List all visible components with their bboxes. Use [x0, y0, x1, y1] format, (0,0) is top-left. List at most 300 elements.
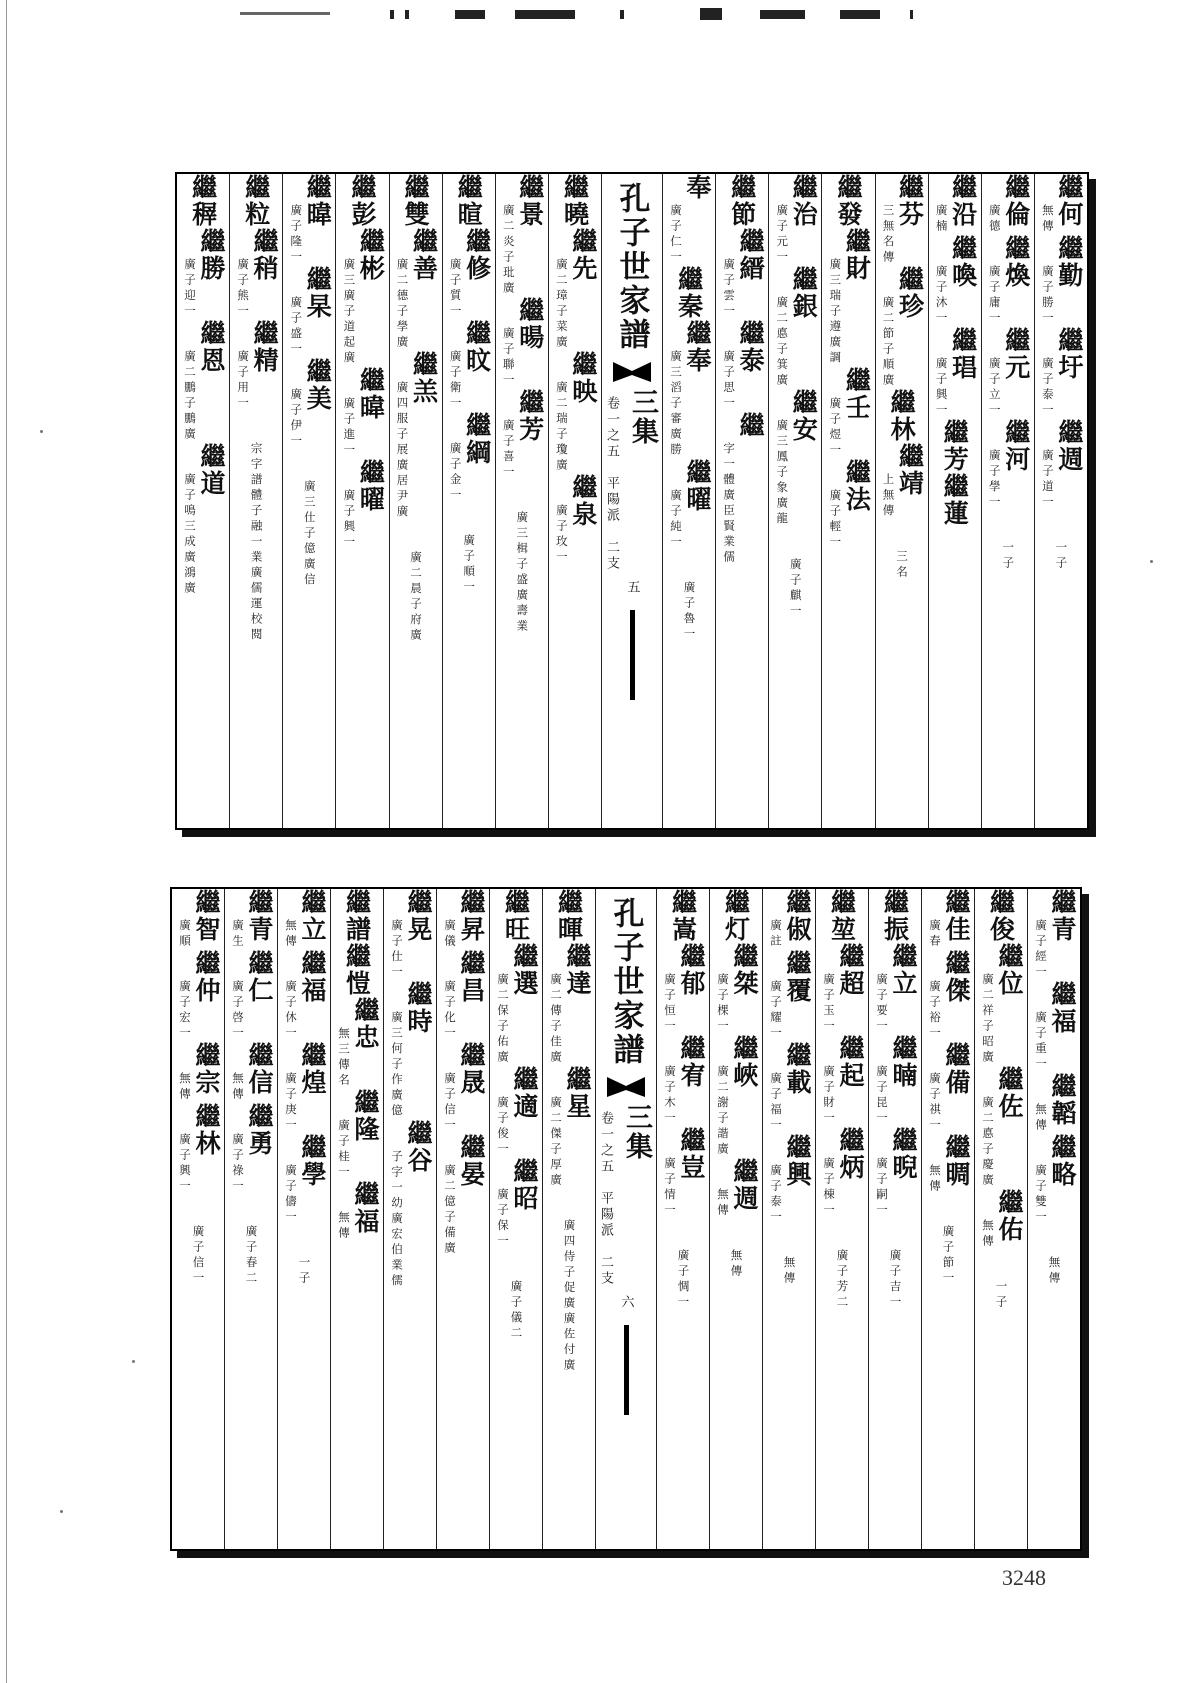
genealogy-entry: [986, 889, 1016, 943]
member-note: 廣子學一: [987, 449, 1002, 511]
scan-speck: [1150, 560, 1153, 563]
member-name: 繼起: [835, 1035, 865, 1089]
member-name: 奉: [683, 174, 713, 201]
genealogy-entry: [768, 950, 810, 1042]
member-note: 廣子熊一: [236, 258, 251, 320]
column-tail-note: 廣四侍子促廣廣佐付廣: [562, 1219, 577, 1374]
genealogy-entry: [827, 889, 857, 943]
member-note: 廣子泰一: [768, 1164, 783, 1226]
member-note: 上無傳: [881, 473, 896, 520]
member-note: 廣子啓一: [230, 980, 245, 1042]
member-name: 繼仁: [244, 950, 274, 1004]
member-note: 無傳: [177, 1072, 192, 1103]
member-name: 繼晲: [888, 1127, 918, 1181]
member-name: 繼信: [244, 1042, 274, 1096]
member-note: 廣子雲一: [722, 258, 737, 320]
genealogy-entry: [881, 266, 923, 389]
member-name: 繼雙: [401, 174, 431, 228]
genealogy-entry: [389, 1120, 431, 1290]
member-note: 廣二傳子佳廣: [548, 973, 563, 1066]
member-name: 繼旺: [501, 889, 531, 943]
member-name: 繼法: [842, 458, 872, 513]
member-name: 繼曉: [560, 174, 590, 228]
member-name: 繼適: [509, 1066, 539, 1120]
member-name: 繼炳: [835, 1127, 865, 1181]
column-tail-note: 廣二晨子府廣: [409, 550, 424, 644]
column-tail-note: 廣子儀二: [509, 1280, 524, 1342]
genealogy-entry: [342, 889, 372, 943]
genealogy-entry: [768, 889, 810, 950]
member-name: 繼銀: [789, 266, 819, 320]
genealogy-entry: [927, 1134, 969, 1195]
genealogy-entry: [1040, 327, 1082, 419]
column-tail-note: 廣子惆一: [676, 1249, 691, 1311]
genealogy-column: [224, 889, 277, 1549]
genealogy-entry: [389, 889, 431, 981]
genealogy-entry: [283, 950, 325, 1042]
member-name: 繼曜: [356, 458, 386, 513]
genealogy-entry: [548, 1066, 590, 1189]
genealogy-entry: [715, 1035, 757, 1158]
genealogy-entry: [874, 1127, 916, 1219]
genealogy-column: [330, 889, 383, 1549]
member-name: 繼縉: [736, 228, 766, 282]
genealogy-column: [981, 174, 1034, 828]
member-note: 廣二節子順廣: [881, 296, 896, 389]
member-note: 廣子化一: [442, 980, 457, 1042]
genealogy-entry: [662, 943, 704, 1035]
member-note: 廣子昆一: [874, 1065, 889, 1127]
member-note: 廣子迎一: [183, 258, 198, 320]
genealogy-entry: [987, 419, 1029, 511]
genealogy-entry: [721, 228, 766, 320]
member-name: 繼芳: [940, 419, 970, 473]
member-name: 繼青: [244, 889, 274, 943]
genealogy-column: [436, 889, 489, 1549]
genealogy-entry: [940, 419, 970, 473]
genealogy-entry: [177, 950, 219, 1042]
genealogy-column: [548, 174, 601, 828]
member-note: 廣子盛一: [289, 296, 304, 358]
member-note: 廣子重一: [1033, 1011, 1048, 1073]
genealogy-entry: [662, 1035, 704, 1127]
member-name: 繼勇: [244, 1103, 274, 1157]
genealogy-entry: [1033, 889, 1075, 981]
genealogy-entry: [821, 1127, 863, 1219]
book-title: 孔子世家譜: [607, 897, 644, 1067]
genealogy-column: [172, 889, 224, 1549]
member-note: 廣子隆一: [289, 204, 304, 266]
genealogy-column: [389, 174, 442, 828]
genealogy-column: [709, 889, 762, 1549]
column-tail-note: 無傳: [729, 1249, 744, 1280]
member-note: 無傳: [715, 1188, 730, 1219]
genealogy-column: [335, 174, 388, 828]
member-name: 繼載: [782, 1042, 812, 1096]
member-note: 廣三瑞子遵廣調: [828, 258, 843, 367]
member-name: 繼稺: [188, 174, 218, 228]
genealogy-entry: [774, 174, 819, 266]
genealogy-entry: [395, 351, 437, 521]
member-note: 無傳: [1033, 1103, 1048, 1134]
member-name: 繼達: [562, 943, 592, 997]
genealogy-entry: [674, 266, 704, 320]
genealogy-entry: [827, 366, 872, 459]
member-name: 繼宗: [191, 1042, 221, 1096]
genealogy-entry: [448, 412, 490, 504]
genealogy-entry: [501, 174, 543, 297]
genealogy-entry: [442, 950, 484, 1042]
genealogy-entry: [881, 174, 923, 266]
member-name: 繼圩: [1054, 327, 1084, 381]
member-note: 三無名傳: [881, 204, 896, 266]
book-title: 孔子世家譜: [613, 182, 650, 352]
genealogy-entry: [1033, 1134, 1075, 1226]
genealogy-entry: [668, 174, 713, 266]
genealogy-entry: [1040, 174, 1082, 235]
genealogy-entry: [668, 320, 713, 459]
member-note: 廣子木一: [662, 1065, 677, 1127]
column-tail-note: 廣子麒一: [788, 557, 803, 620]
member-name: 繼勤: [1054, 235, 1084, 289]
column-tail-note: 廣子春二: [244, 1225, 259, 1287]
column-tail-note: 一子: [1054, 541, 1069, 572]
member-note: 廣子質一: [448, 258, 463, 320]
genealogy-entry: [987, 327, 1029, 419]
genealogy-entry: [235, 320, 280, 412]
member-name: 繼靖: [895, 443, 925, 497]
genealogy-entry: [454, 174, 484, 228]
member-name: 繼泉: [568, 474, 598, 528]
genealogy-column: [542, 889, 595, 1549]
genealogy-entry: [554, 474, 596, 566]
member-name: 繼何: [1054, 174, 1084, 228]
member-note: 廣子伊一: [289, 388, 304, 450]
member-name: 繼仲: [191, 950, 221, 1004]
member-name: 繼郁: [676, 943, 706, 997]
genealogy-entry: [501, 889, 531, 943]
genealogy-entry: [721, 412, 766, 566]
member-name: 繼景: [515, 174, 545, 228]
member-note: 廣二億子備廣: [442, 1164, 457, 1257]
member-name: 繼星: [562, 1066, 592, 1120]
genealogy-entry: [668, 889, 698, 943]
member-note: 廣三何子作廣億: [389, 1011, 404, 1120]
member-note: 廣子元一: [775, 204, 790, 266]
genealogy-entry: [395, 228, 437, 351]
genealogy-entry: [768, 1134, 810, 1226]
member-name: 繼煌: [297, 1042, 327, 1096]
member-name: 繼青: [1047, 889, 1077, 943]
genealogy-entry: [833, 174, 863, 228]
member-name: 繼芬: [895, 174, 925, 228]
member-name: 繼蓮: [940, 473, 970, 527]
genealogy-column: [921, 889, 974, 1549]
column-tail-note: 廣子節一: [941, 1225, 956, 1287]
genealogy-entry: [336, 1089, 378, 1181]
genealogy-entry: [874, 1035, 916, 1127]
member-name: 繼忠: [350, 997, 380, 1051]
genealogy-entry: [448, 228, 490, 320]
member-note: 廣春: [927, 919, 942, 950]
member-name: 繼沿: [948, 174, 978, 228]
member-name: 繼嵩: [668, 889, 698, 943]
genealogy-entry: [927, 950, 969, 1042]
genealogy-entry: [495, 1066, 537, 1158]
member-name: 繼桀: [729, 943, 759, 997]
genealogy-entry: [182, 443, 227, 597]
member-name: 繼綱: [462, 412, 492, 466]
member-note: 廣子進一: [342, 396, 357, 459]
genealogy-entry: [501, 389, 543, 481]
member-name: 繼秦: [674, 266, 704, 320]
volume-label: 三集: [621, 1103, 652, 1161]
member-note: 廣子煜一: [828, 396, 843, 459]
member-note: 廣子沐一: [934, 265, 949, 327]
genealogy-entry: [389, 981, 431, 1120]
genealogy-column: [768, 174, 821, 828]
member-note: 廣子祺一: [927, 1072, 942, 1134]
member-note: 廣子雙一: [1033, 1164, 1048, 1226]
member-note: 廣二傑子厚廣: [548, 1096, 563, 1189]
member-note: 廣生: [230, 919, 245, 950]
member-name: 繼堃: [827, 889, 857, 943]
member-name: 繼佳: [941, 889, 971, 943]
genealogy-entry: [980, 943, 1022, 1066]
genealogy-column: [1027, 889, 1080, 1549]
member-name: 繼珍: [895, 266, 925, 320]
member-note: 廣子仕一: [389, 919, 404, 981]
member-note: 廣二謝子諧廣: [715, 1065, 730, 1158]
member-name: 繼昭: [509, 1158, 539, 1212]
page-left-edge: [6, 0, 7, 1683]
member-name: 繼元: [1001, 327, 1031, 381]
member-name: 繼稍: [250, 228, 280, 282]
member-name: 繼羔: [409, 351, 439, 405]
member-name: 繼安: [789, 389, 819, 443]
genealogy-entry: [934, 174, 976, 235]
member-note: 廣子玉一: [821, 973, 836, 1035]
member-note: 廣楠: [934, 204, 949, 235]
member-name: 繼暐: [356, 366, 386, 421]
genealogy-entry: [341, 366, 386, 459]
member-note: 廣子思一: [722, 350, 737, 412]
genealogy-entry: [177, 1042, 219, 1103]
genealogy-entry: [283, 1134, 325, 1226]
fish-tail-mark: [613, 362, 651, 382]
genealogy-entry: [442, 889, 484, 950]
genealogy-column: [974, 889, 1027, 1549]
volume-block: [602, 388, 662, 572]
member-note: 廣二保子佑廣: [495, 973, 510, 1066]
member-note: 字一體廣臣賢業儒: [722, 442, 737, 566]
member-name: 繼杲: [303, 266, 333, 320]
member-name: 繼暉: [554, 889, 584, 943]
member-name: 繼河: [1001, 419, 1031, 473]
member-note: 廣子財一: [821, 1065, 836, 1127]
genealogy-entry: [554, 889, 584, 943]
member-note: 廣二祥子昭廣: [980, 973, 995, 1066]
member-name: 繼週: [729, 1158, 759, 1212]
member-note: 廣三廣子道起廣: [342, 258, 357, 367]
genealogy-entry: [347, 174, 377, 228]
member-note: 廣子泰一: [1040, 357, 1055, 419]
member-note: 廣儀: [442, 919, 457, 950]
member-name: 繼智: [191, 889, 221, 943]
genealogy-entry: [662, 1127, 704, 1219]
member-note: 廣子經一: [1033, 919, 1048, 981]
member-name: 繼發: [833, 174, 863, 228]
member-note: 無傳: [1040, 204, 1055, 235]
leaf-number: 五: [624, 580, 640, 596]
member-note: 廣子俊一: [495, 1096, 510, 1158]
genealogy-column: [715, 174, 768, 828]
member-name: 繼振: [880, 889, 910, 943]
member-note: 無傳: [980, 1219, 995, 1250]
member-note: 廣子玫一: [554, 504, 569, 566]
member-name: 繼恩: [197, 320, 227, 374]
member-name: 繼彭: [347, 174, 377, 228]
genealogy-entry: [283, 889, 325, 950]
genealogy-entry: [940, 473, 970, 527]
member-note: 廣子福一: [768, 1072, 783, 1134]
member-note: 廣二炎子玭廣: [501, 204, 516, 297]
column-tail-note: 廣子吉一: [888, 1249, 903, 1311]
center-rule: [624, 1325, 629, 1415]
volume-label: 三集: [627, 388, 658, 446]
member-note: 無傳: [927, 1164, 942, 1195]
genealogy-entry: [727, 174, 757, 228]
genealogy-entry: [230, 889, 272, 950]
genealogy-column: [928, 174, 981, 828]
member-name: 繼選: [509, 943, 539, 997]
member-name: 繼琩: [948, 327, 978, 381]
genealogy-entry: [980, 1189, 1022, 1250]
column-tail-note: 廣三仕子億廣信: [302, 480, 317, 589]
genealogy-entry: [235, 228, 280, 320]
member-name: 繼彬: [356, 228, 386, 282]
genealogy-entry: [715, 1158, 757, 1219]
genealogy-entry: [288, 174, 333, 266]
member-name: 繼俶: [782, 889, 812, 943]
genealogy-entry: [336, 997, 378, 1089]
member-name: 繼傑: [941, 950, 971, 1004]
genealogy-entry: [401, 174, 431, 228]
member-note: 廣二璋子菜廣: [554, 258, 569, 351]
genealogy-entry: [1033, 1073, 1075, 1134]
volume-block: [596, 1103, 656, 1287]
member-name: 繼隆: [350, 1089, 380, 1143]
genealogy-entry: [881, 443, 923, 520]
column-tail-note: 宗字譜體子融一業廣儒運校閱: [249, 442, 264, 644]
member-note: 廣子休一: [283, 980, 298, 1042]
member-note: 無傳: [283, 919, 298, 950]
column-tail-note: 廣子魯一: [682, 580, 697, 643]
member-note: 廣子興一: [342, 488, 357, 551]
genealogy-entry: [774, 266, 819, 389]
member-name: 繼學: [297, 1134, 327, 1188]
member-name: 繼週: [1054, 419, 1084, 473]
genealogy-entry: [442, 1134, 484, 1257]
member-note: 廣子祿一: [230, 1133, 245, 1195]
member-note: 廣子輕一: [828, 488, 843, 551]
member-name: 繼超: [835, 943, 865, 997]
member-name: 繼谷: [403, 1119, 433, 1174]
genealogy-entry: [715, 943, 757, 1035]
genealogy-entry: [927, 1042, 969, 1134]
member-note: 廣子金一: [448, 442, 463, 504]
genealogy-entry: [887, 389, 917, 443]
column-tail-note: 廣子芳二: [835, 1249, 850, 1311]
genealogy-entry: [1040, 419, 1082, 511]
member-note: 廣子裕一: [927, 980, 942, 1042]
member-note: 廣子保一: [495, 1188, 510, 1250]
member-note: 廣子興一: [934, 357, 949, 419]
member-name: 繼略: [1047, 1134, 1077, 1188]
member-note: 廣德: [987, 204, 1002, 235]
member-name: 繼: [736, 412, 766, 439]
genealogy-column: [1034, 174, 1087, 828]
column-tail-note: 一子: [297, 1256, 312, 1287]
member-note: 廣四服子展廣居尹廣: [395, 381, 410, 521]
member-note: 廣註: [768, 919, 783, 950]
genealogy-entry: [721, 889, 751, 943]
genealogy-column: [277, 889, 330, 1549]
member-name: 繼韜: [1047, 1073, 1077, 1127]
member-name: 繼粒: [241, 174, 271, 228]
member-name: 繼財: [842, 228, 872, 282]
scan-speck: [60, 1510, 63, 1513]
member-name: 繼時: [403, 981, 433, 1035]
member-name: 繼勝: [197, 228, 227, 282]
member-name: 繼林: [191, 1103, 221, 1157]
member-name: 繼晟: [456, 1042, 486, 1096]
member-name: 繼佐: [994, 1066, 1024, 1120]
member-note: 廣子庚一: [283, 1072, 298, 1134]
member-note: 廣子興一: [177, 1133, 192, 1195]
member-note: 廣子信一: [442, 1072, 457, 1134]
member-name: 繼暄: [454, 174, 484, 228]
genealogy-entry: [721, 320, 766, 412]
genealogy-entry: [448, 320, 490, 412]
member-note: 廣子純一: [669, 488, 684, 551]
member-name: 繼曜: [683, 458, 713, 513]
member-name: 繼福: [297, 950, 327, 1004]
genealogy-entry: [554, 228, 596, 351]
member-name: 繼位: [994, 943, 1024, 997]
genealogy-entry: [288, 266, 333, 358]
genealogy-entry: [230, 950, 272, 1042]
member-note: 廣子衛一: [448, 350, 463, 412]
member-name: 繼先: [568, 228, 598, 282]
genealogy-entry: [827, 458, 872, 551]
member-name: 繼林: [887, 389, 917, 443]
genealogy-column: [815, 889, 868, 1549]
member-name: 繼昌: [456, 950, 486, 1004]
member-note: 廣子庸一: [987, 265, 1002, 327]
page-number: 3248: [1002, 1565, 1046, 1590]
center-rule: [630, 610, 635, 700]
genealogy-entry: [768, 1042, 810, 1134]
genealogy-entry: [554, 351, 596, 474]
column-tail-note: 一子: [1001, 541, 1016, 572]
top-scan-artifact: [240, 6, 940, 22]
genealogy-column: [868, 889, 921, 1549]
member-note: 子字一幼廣宏伯業儒: [389, 1149, 404, 1289]
genealogy-entry: [774, 389, 819, 528]
genealogy-entry: [880, 889, 910, 943]
genealogy-entry: [548, 943, 590, 1066]
